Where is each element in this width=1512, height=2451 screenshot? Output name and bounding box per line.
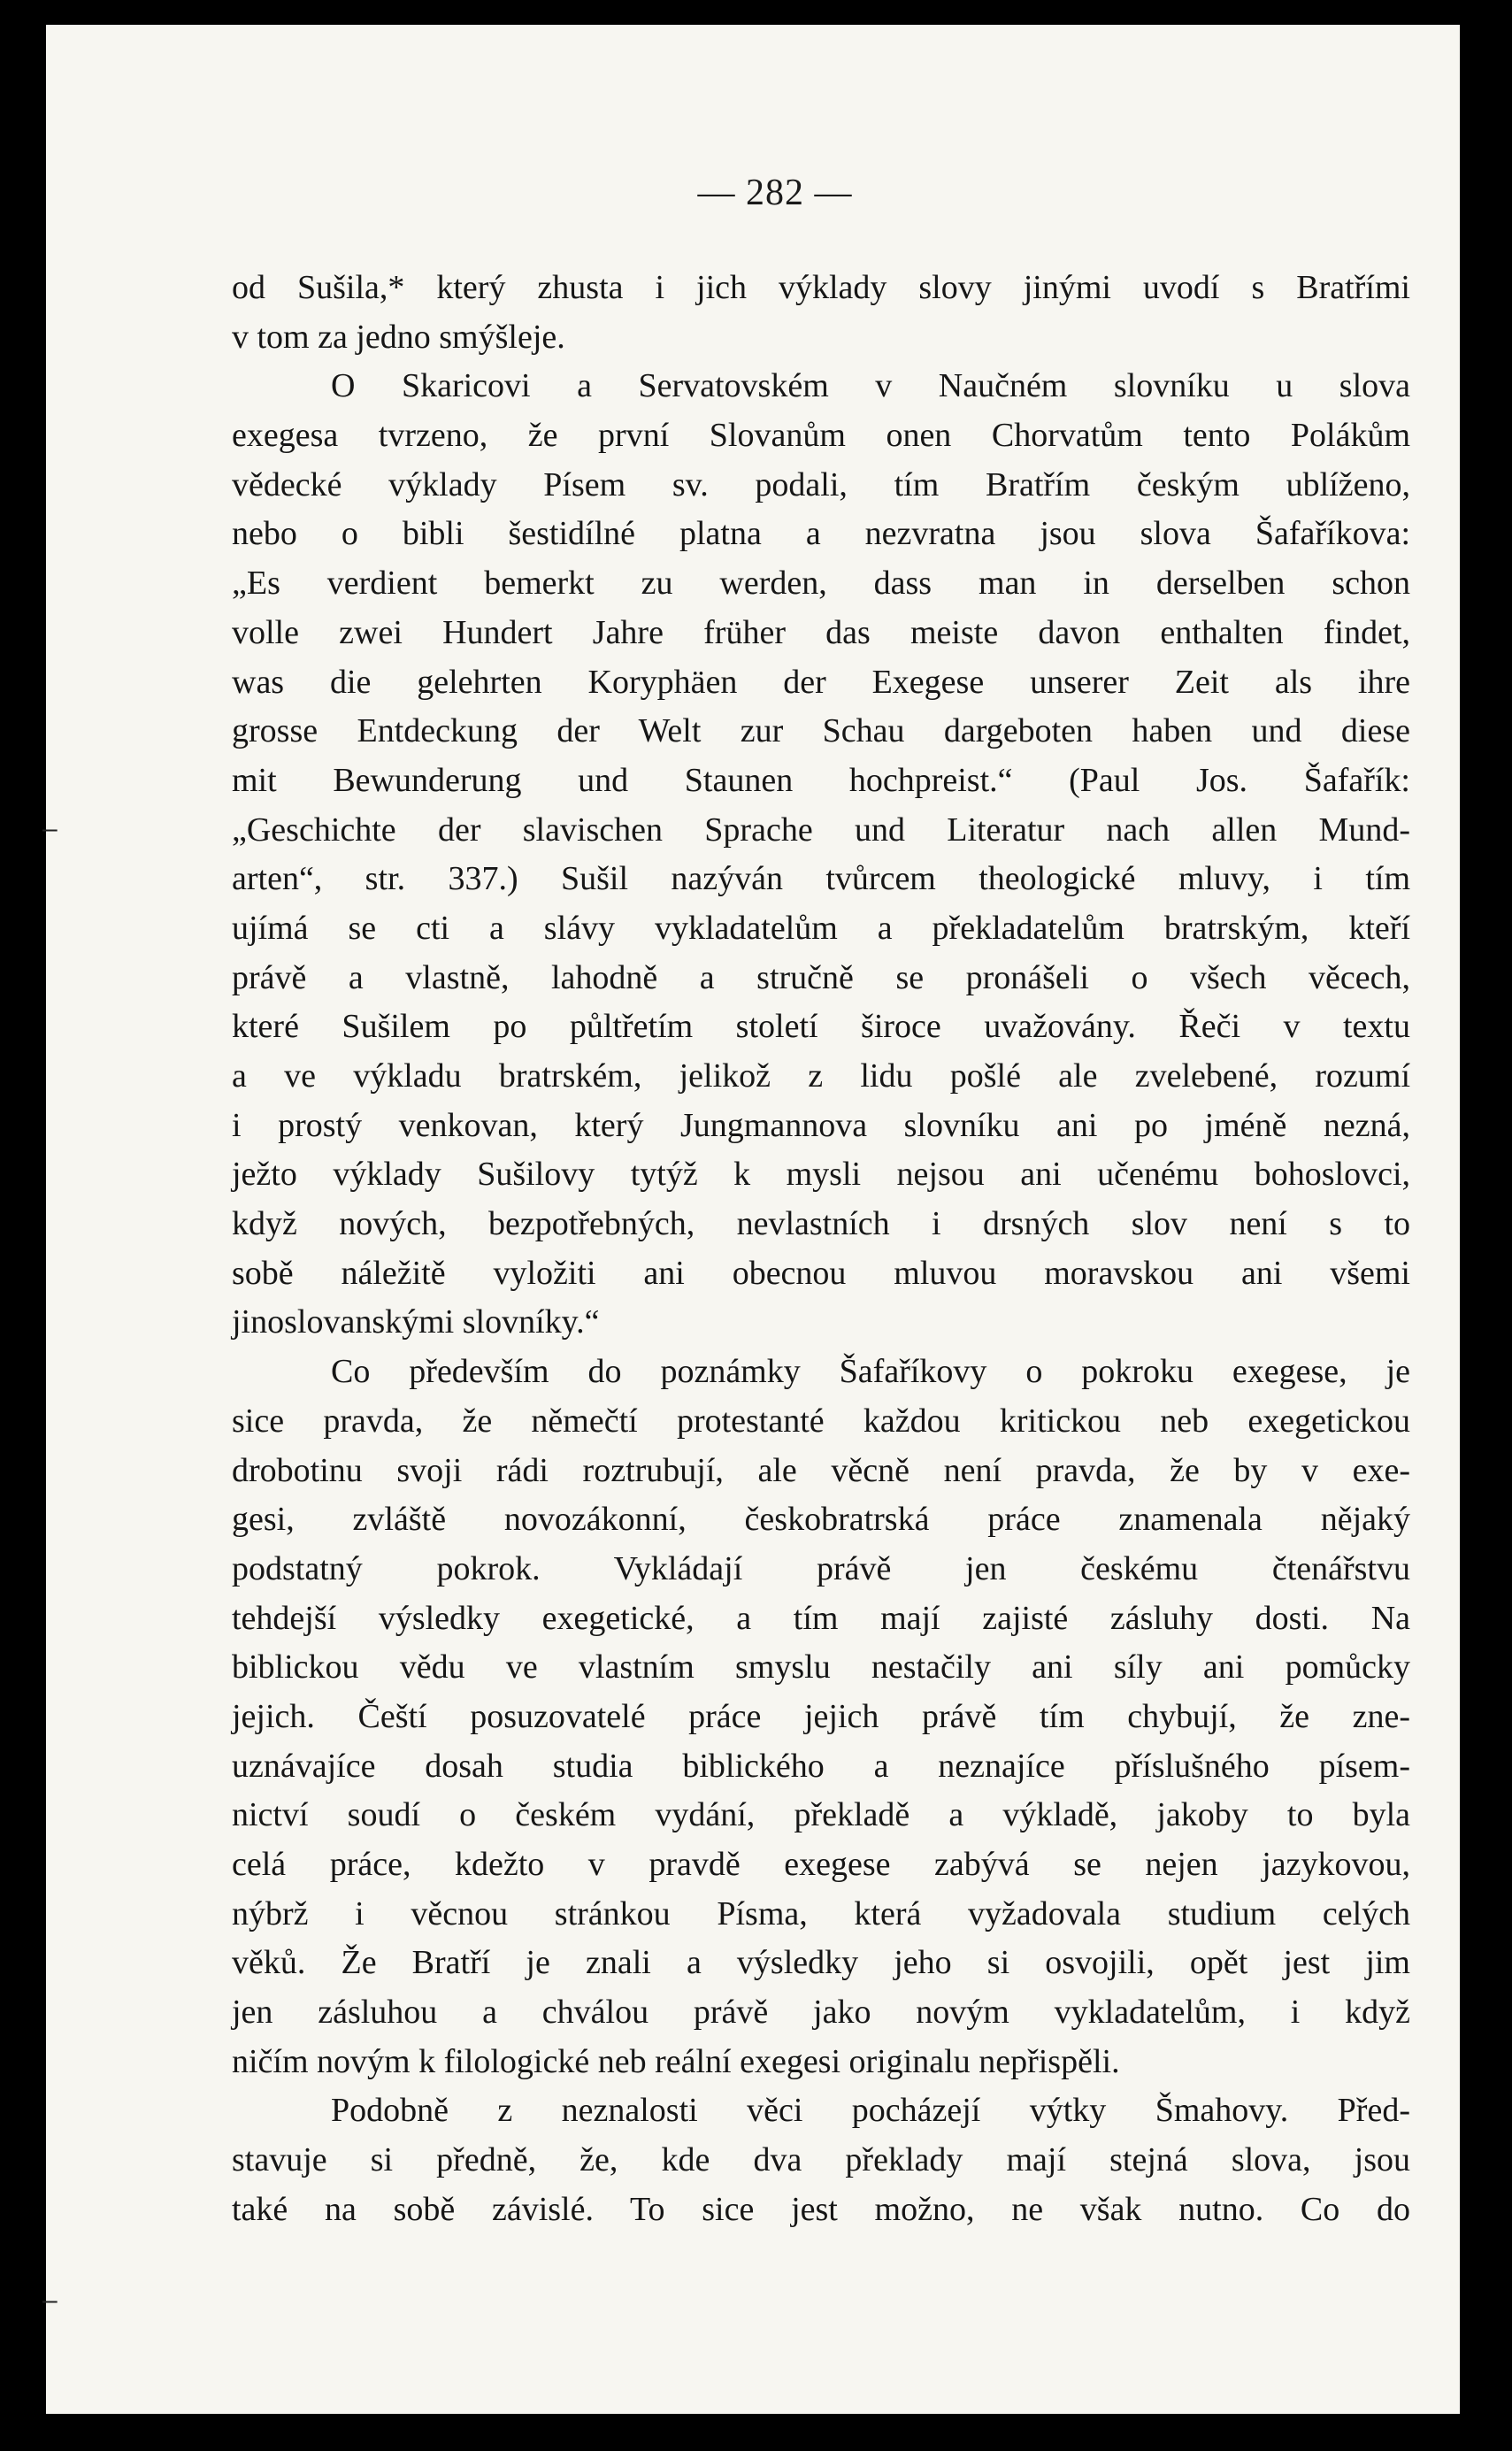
text-line: drobotinu svoji rádi roztrubují, ale věcně není pravda, že by v exe- bbox=[232, 1451, 1410, 1489]
text-line: jejich. Čeští posuzovatelé práce jejich právě tím chybují, že zne- bbox=[232, 1697, 1410, 1735]
text-line: volle zwei Hundert Jahre früher das meiste davon enthalten findet, bbox=[232, 613, 1410, 651]
text-line: exegesa tvrzeno, že první Slovanům onen Chorvatům tento Polákům bbox=[232, 417, 1410, 455]
text-line: sobě náležitě vyložiti ani obecnou mluvou moravskou ani všemi bbox=[232, 1254, 1410, 1292]
text-line: mit Bewunderung und Staunen hochpreist.“ (Paul Jos. Šafařík: bbox=[232, 761, 1410, 799]
text-line: „Es verdient bemerkt zu werden, dass man in derselben schon bbox=[232, 565, 1410, 603]
text-line: ujímá se cti a slávy vykladatelům a překladatelům bratrským, kteří bbox=[232, 909, 1410, 947]
text-line: jen zásluhou a chválou právě jako novým vykladatelům, i když bbox=[232, 1994, 1410, 2032]
text-line: právě a vlastně, lahodně a stručně se pronášeli o všech věcech, bbox=[232, 958, 1410, 996]
text-line: ničím novým k filologické neb reální exegesi originalu nepřispěli. bbox=[232, 2042, 1120, 2080]
text-line: stavuje si předně, že, kde dva překlady mají stejná slova, jsou bbox=[232, 2141, 1410, 2179]
text-line: sice pravda, že němečtí protestanté každou kritickou neb exegetickou bbox=[232, 1402, 1410, 1440]
text-line: biblickou vědu ve vlastním smyslu nestačily ani síly ani pomůcky bbox=[232, 1648, 1410, 1687]
book-page bbox=[42, 25, 1460, 2414]
text-line: grosse Entdeckung der Welt zur Schau dargeboten haben und diese bbox=[232, 712, 1410, 750]
text-line: Podobně z neznalosti věci pocházejí výtky Šmahovy. Před- bbox=[331, 2092, 1410, 2130]
text-line: Co především do poznámky Šafaříkovy o pokroku exegese, je bbox=[331, 1353, 1410, 1391]
text-line: uznávajíce dosah studia biblického a neznajíce příslušného písem- bbox=[232, 1747, 1410, 1785]
text-line: od Sušila,* který zhusta i jich výklady slovy jinými uvodí s Bratřími bbox=[232, 269, 1410, 306]
text-line: O Skaricovi a Servatovském v Naučném slovníku u slova bbox=[331, 367, 1410, 405]
text-line: tehdejší výsledky exegetické, a tím mají zajisté zásluhy dosti. Na bbox=[232, 1599, 1410, 1637]
text-line: vědecké výklady Písem sv. podali, tím Bratřím českým ublíženo, bbox=[232, 465, 1410, 503]
text-line: celá práce, kdežto v pravdě exegese zabývá se nejen jazykovou, bbox=[232, 1846, 1410, 1883]
text-line: jinoslovanskými slovníky.“ bbox=[232, 1303, 600, 1341]
margin-dash-mark: – bbox=[42, 2286, 58, 2315]
text-line: podstatný pokrok. Vykládají právě jen českému čtenářstvu bbox=[232, 1549, 1410, 1587]
text-line: nebo o bibli šestidílné platna a nezvratna jsou slova Šafaříkova: bbox=[232, 515, 1410, 553]
text-line: v tom za jedno smýšleje. bbox=[232, 318, 565, 356]
text-line: arten“, str. 337.) Sušil nazýván tvůrcem theologické mluvy, i tím bbox=[232, 860, 1410, 898]
text-line: „Geschichte der slavischen Sprache und Literatur nach allen Mund- bbox=[232, 811, 1410, 849]
margin-dash-mark: – bbox=[42, 814, 58, 843]
text-line: které Sušilem po půltřetím století široce uvažovány. Řeči v textu bbox=[232, 1008, 1410, 1046]
text-line: věků. Že Bratří je znali a výsledky jeho si osvojili, opět jest jim bbox=[232, 1944, 1410, 1982]
page-number: — 282 — bbox=[697, 173, 853, 213]
text-line: was die gelehrten Koryphäen der Exegese unserer Zeit als ihre bbox=[232, 663, 1410, 701]
text-line: nýbrž i věcnou stránkou Písma, která vyžadovala studium celých bbox=[232, 1894, 1410, 1932]
body-text bbox=[232, 264, 1410, 2235]
text-line: také na sobě závislé. To sice jest možno, ne však nutno. Co do bbox=[232, 2190, 1410, 2228]
text-line: ježto výklady Sušilovy tytýž k mysli nejsou ani učenému bohoslovci, bbox=[232, 1156, 1410, 1194]
text-line: když nových, bezpotřebných, nevlastních i drsných slov není s to bbox=[232, 1205, 1410, 1243]
text-line: gesi, zvláště novozákonní, českobratrská práce znamenala nějaký bbox=[232, 1501, 1410, 1539]
text-line: i prostý venkovan, který Jungmannova slovníku ani po jméně nezná, bbox=[232, 1106, 1410, 1144]
text-line: nictví soudí o českém vydání, překladě a výkladě, jakoby to byla bbox=[232, 1796, 1410, 1834]
text-line: a ve výkladu bratrském, jelikož z lidu pošlé ale zvelebené, rozumí bbox=[232, 1057, 1410, 1095]
